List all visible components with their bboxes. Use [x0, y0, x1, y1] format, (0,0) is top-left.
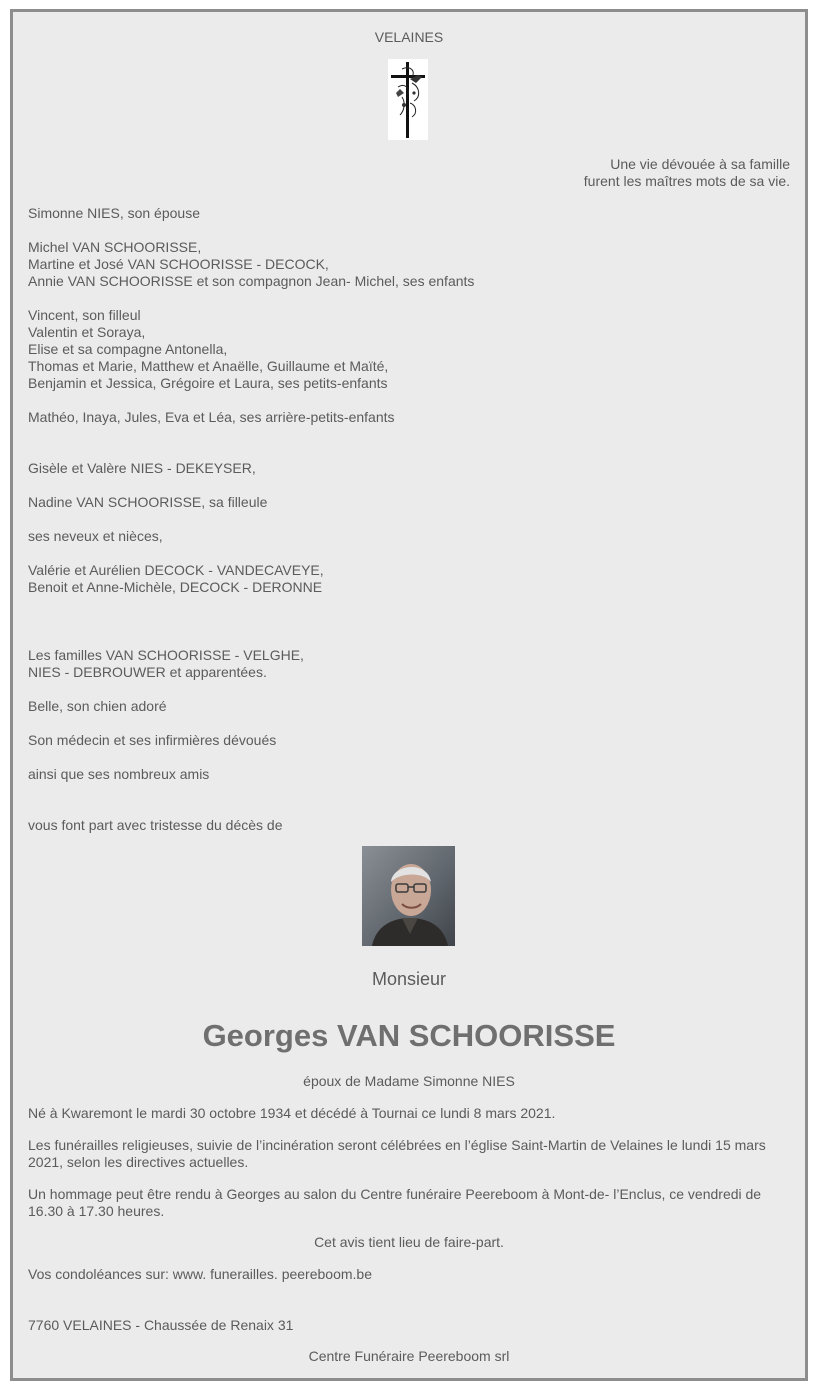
- dog-line: Belle, son chien adoré: [28, 698, 167, 714]
- family-line: Annie VAN SCHOORISSE et son compagnon Jean- Michel, ses enfants: [28, 273, 475, 289]
- family-line: Martine et José VAN SCHOORISSE - DECOCK,: [28, 256, 329, 272]
- great-grandchildren-line: Mathéo, Inaya, Jules, Eva et Léa, ses arrière-petits-enfants: [28, 409, 395, 425]
- family-line: Elise et sa compagne Antonella,: [28, 341, 228, 357]
- motto: [290, 156, 790, 190]
- funeral-paragraph: Les funérailles religieuses, suivie de l’incinération seront célébrées en l’église Saint-Martin de Velaines le lundi 15 mars 2021, selon les directives actuelles.: [28, 1137, 766, 1170]
- family-line: Michel VAN SCHOORISSE,: [28, 239, 202, 255]
- deceased-name: Georges VAN SCHOORISSE: [202, 1018, 616, 1053]
- family-line: Benoit et Anne-Michèle, DECOCK - DERONNE: [28, 579, 323, 595]
- family-line: Vincent, son filleul: [28, 307, 141, 323]
- family-line: Valentin et Soraya,: [28, 324, 146, 340]
- obituary-card: [10, 9, 808, 1381]
- motto-line: furent les maîtres mots de sa vie.: [583, 173, 790, 189]
- deceased-title: Monsieur: [371, 969, 447, 989]
- condolences-line: Vos condoléances sur: www. funerailles. peereboom.be: [28, 1266, 372, 1282]
- company-line: Centre Funéraire Peereboom srl: [308, 1348, 510, 1364]
- siblings-line: Gisèle et Valère NIES - DEKEYSER,: [28, 460, 256, 476]
- children-block: [28, 239, 793, 290]
- motto-line: Une vie dévouée à sa famille: [610, 156, 790, 172]
- families-block: [28, 647, 793, 681]
- deceased-photo: [362, 846, 455, 946]
- location-header: VELAINES: [374, 29, 444, 45]
- grandchildren-block: [28, 307, 793, 392]
- spouse-line: Simonne NIES, son épouse: [28, 205, 200, 221]
- family-line: Valérie et Aurélien DECOCK - VANDECAVEYE,: [28, 562, 324, 578]
- family-line: Thomas et Marie, Matthew et Anaëlle, Guillaume et Maïté,: [28, 358, 389, 374]
- family-line: Les familles VAN SCHOORISSE - VELGHE,: [28, 647, 304, 663]
- family-line: NIES - DEBROUWER et apparentées.: [28, 664, 267, 680]
- address-line: 7760 VELAINES - Chaussée de Renaix 31: [28, 1317, 294, 1333]
- doctor-line: Son médecin et ses infirmières dévoués: [28, 732, 277, 748]
- announcement-line: vous font part avec tristesse du décès de: [28, 817, 283, 833]
- goddaughter-line: Nadine VAN SCHOORISSE, sa filleule: [28, 494, 268, 510]
- family-line: Benjamin et Jessica, Grégoire et Laura, ses petits-enfants: [28, 375, 388, 391]
- spouse-of-line: époux de Madame Simonne NIES: [303, 1073, 515, 1089]
- nephews-line: ses neveux et nièces,: [28, 528, 163, 544]
- tribute-paragraph: Un hommage peut être rendu à Georges au salon du Centre funéraire Peereboom à Mont-de- l’Enclus, ce vendredi de 16.30 à 17.30 heures.: [28, 1186, 762, 1219]
- cross-icon: [388, 59, 428, 140]
- notice-line: Cet avis tient lieu de faire-part.: [314, 1234, 504, 1250]
- relatives-block: [28, 562, 793, 596]
- friends-line: ainsi que ses nombreux amis: [28, 766, 210, 782]
- birth-death-line: Né à Kwaremont le mardi 30 octobre 1934 et décédé à Tournai ce lundi 8 mars 2021.: [28, 1105, 556, 1121]
